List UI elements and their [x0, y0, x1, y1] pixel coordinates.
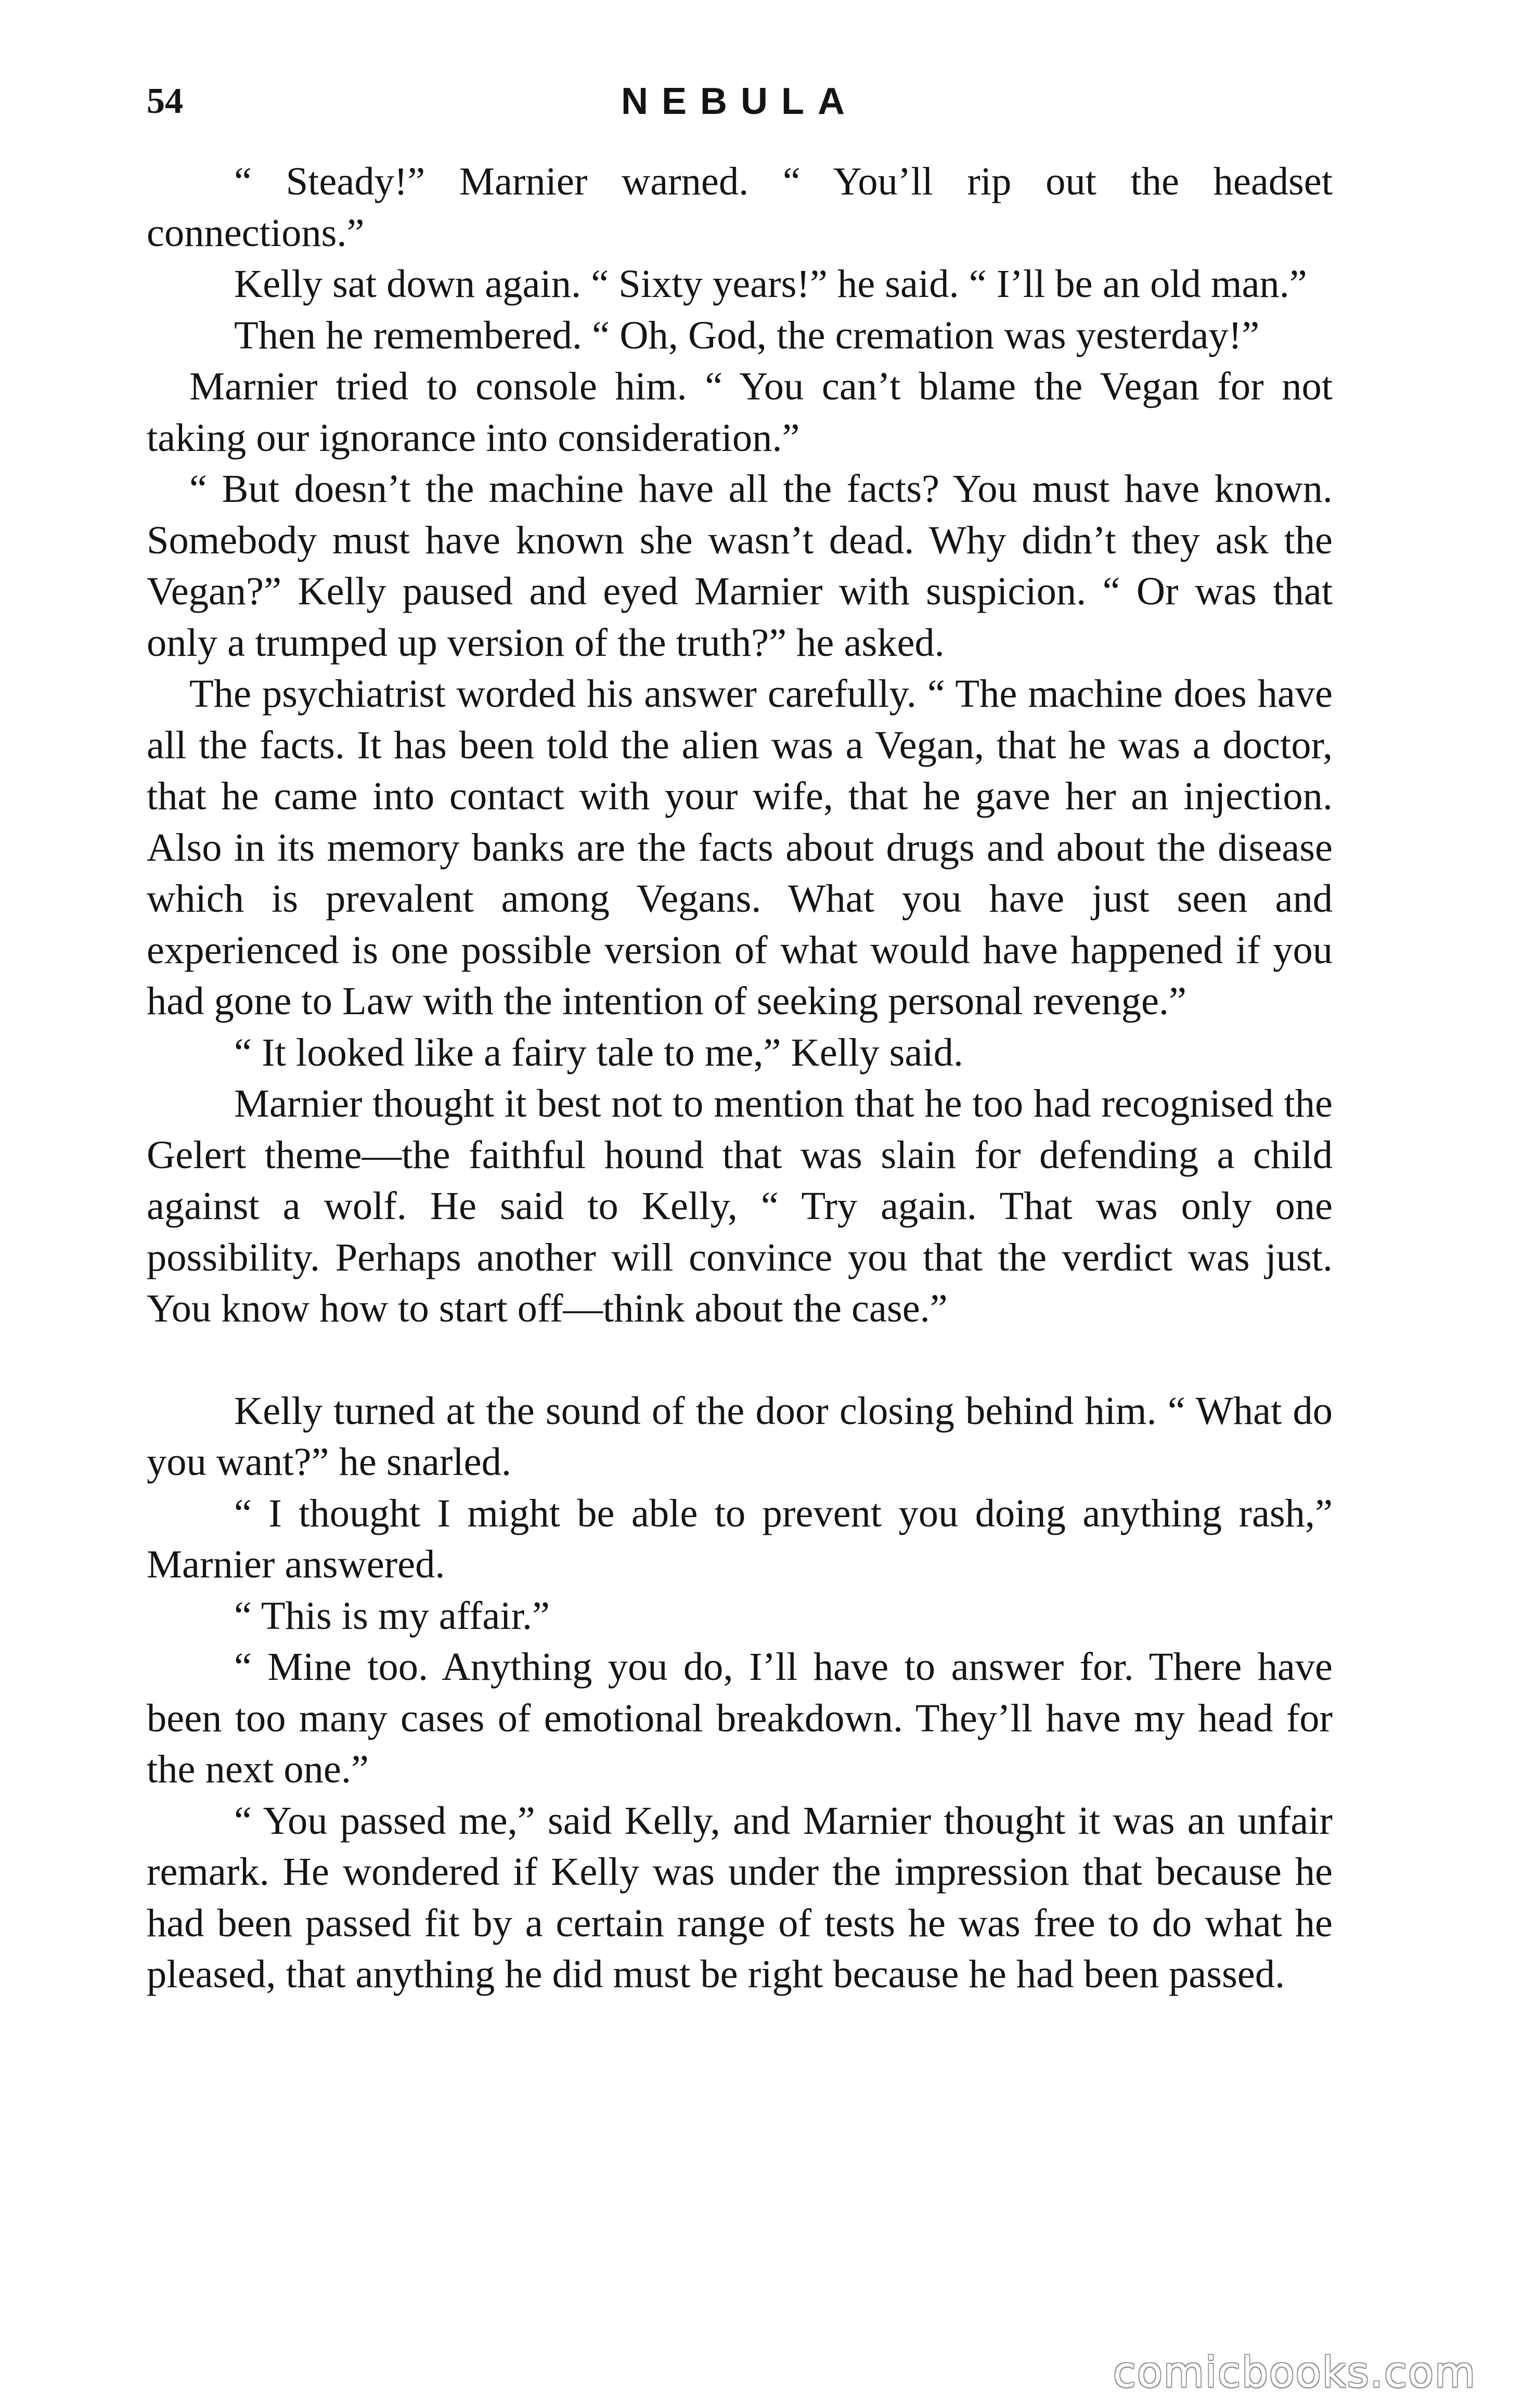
story-text — [147, 156, 1333, 2000]
site-watermark: comicbooks.com — [1113, 2348, 1476, 2397]
running-head — [147, 73, 1333, 130]
paragraph: “ I thought I might be able to prevent you doing anything rash,” Marnier answered. — [147, 1491, 1333, 1586]
paragraph: “ But doesn’t the machine have all the facts? You must have known. Somebody must have known she wasn’t dead. Why didn’t they ask the Vegan?” Kelly paused and eyed Marnier with suspicion. “ Or was that only a trumped up version of the truth?” he asked. — [147, 467, 1333, 665]
paragraph: “ Mine too. Anything you do, I’ll have to answer for. There have been too many cases of emotional breakdown. They’ll have my head for the next one.” — [147, 1645, 1333, 1791]
paragraph: “ You passed me,” said Kelly, and Marnier thought it was an unfair remark. He wondered if Kelly was under the impression that because he had been passed fit by a certain range of tests he was free to do what he pleased, that anything he did must be right because he had been passed. — [147, 1798, 1333, 1996]
paragraph: “ It looked like a fairy tale to me,” Kelly said. — [234, 1030, 963, 1074]
paragraph: Kelly turned at the sound of the door closing behind him. “ What do you want?” he snarled. — [147, 1388, 1333, 1484]
page-number: 54 — [147, 81, 183, 121]
paragraph: Kelly sat down again. “ Sixty years!” he said. “ I’ll be an old man.” — [234, 262, 1307, 306]
section-break — [147, 1335, 1333, 1386]
paragraph: Then he remembered. “ Oh, God, the cremation was yesterday!” — [234, 313, 1260, 357]
magazine-title: NEBULA — [621, 81, 858, 122]
paragraph: “ Steady!” Marnier warned. “ You’ll rip out the headset connections.” — [147, 159, 1333, 255]
paragraph: Marnier thought it best not to mention that he too had recognised the Gelert theme—the faithful hound that was slain for defending a child against a wolf. He said to Kelly, “ Try again. That was only one possibility. Perhaps another will convince you that the verdict was just. You know how to start off—think about the case.” — [147, 1081, 1333, 1330]
paragraph: Marnier tried to console him. “ You can’t blame the Vegan for not taking our ignorance into consideration.” — [147, 364, 1333, 460]
paragraph: The psychiatrist worded his answer carefully. “ The machine does have all the facts. It has been told the alien was a Vegan, that he was a doctor, that he came into contact with your wife, that he gave her an injection. Also in its memory banks are the facts about drugs and about the disease which is prevalent among Vegans. What you have just seen and experienced is one possible version of what would have happened if you had gone to Law with the intention of seeking personal revenge.” — [147, 671, 1333, 1023]
paragraph: “ This is my affair.” — [234, 1593, 550, 1638]
